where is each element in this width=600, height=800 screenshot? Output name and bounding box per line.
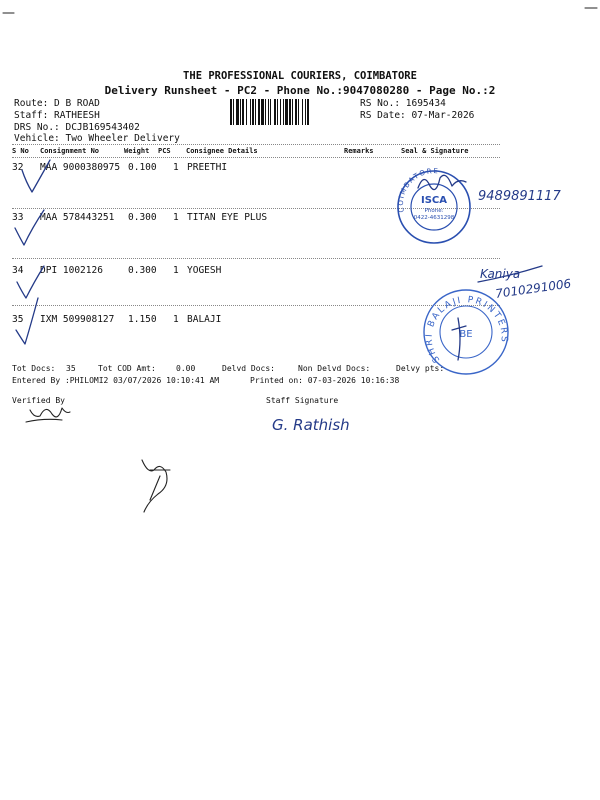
delivered-tick xyxy=(22,160,50,192)
verified-by-label: Verified By xyxy=(12,396,65,405)
handwritten-name-row34: Kaniya xyxy=(480,267,521,281)
vehicle-label: Vehicle: Two Wheeler Delivery xyxy=(14,133,180,144)
col-pcs: PCS xyxy=(158,147,171,155)
verifier-signature xyxy=(26,408,70,422)
consignee-signature xyxy=(418,175,466,189)
delivered-tick xyxy=(16,298,38,344)
row-sno: 34 xyxy=(12,265,24,276)
col-remarks: Remarks xyxy=(344,147,374,155)
entered-by: Entered By :PHILOMI2 03/07/2026 10:10:41 AM xyxy=(12,376,220,385)
row-weight: 0.300 xyxy=(128,265,157,276)
route-label: Route: D B ROAD xyxy=(14,98,100,109)
balaji-printers-stamp xyxy=(424,290,509,374)
row-pcs: 1 xyxy=(173,212,179,223)
row-consignment: MAA 578443251 xyxy=(40,212,115,223)
col-consignee: Consignee Details xyxy=(186,147,258,155)
handwritten-staff-signature: G. Rathish xyxy=(272,416,350,434)
handwritten-phone-row32: 9489891117 xyxy=(478,189,561,204)
non-delivered-docs-label: Non Delvd Docs: xyxy=(298,364,371,373)
total-cod-label: Tot COD Amt: xyxy=(98,364,156,373)
row-pcs: 1 xyxy=(173,162,179,173)
row-weight: 1.150 xyxy=(128,314,157,325)
company-title: THE PROFESSIONAL COURIERS, COIMBATORE xyxy=(183,70,417,82)
row-consignee: BALAJI xyxy=(187,314,222,325)
printers-center-text: BE xyxy=(459,329,473,340)
col-seal-signature: Seal & Signature xyxy=(401,147,469,155)
row-sno: 32 xyxy=(12,162,24,173)
delivered-tick xyxy=(15,210,44,245)
row-sno: 33 xyxy=(12,212,24,223)
isca-phone-label: Phone: xyxy=(424,208,444,214)
row-sno: 35 xyxy=(12,314,24,325)
rs-date: RS Date: 07-Mar-2026 xyxy=(360,110,475,121)
row-consignee: PREETHI xyxy=(187,162,228,173)
row-weight: 0.300 xyxy=(128,212,157,223)
printed-on: Printed on: 07-03-2026 10:16:38 xyxy=(250,376,400,385)
row-consignee: TITAN EYE PLUS xyxy=(187,212,268,223)
drs-number: DRS No.: DCJB169543402 xyxy=(14,122,140,133)
total-cod-value: 0.00 xyxy=(176,364,196,373)
runsheet-subtitle: Delivery Runsheet - PC2 - Phone No.:9047080280 - Page No.:2 xyxy=(104,84,496,97)
total-docs-value: 35 xyxy=(66,364,76,373)
handwritten-phone-row34: 7010291006 xyxy=(494,276,573,301)
isca-ring-text: COIMBATORE xyxy=(396,167,440,214)
delivery-points-label: Delvy pts: xyxy=(396,364,445,373)
isca-phone: 0422-4631298 xyxy=(413,215,455,221)
rs-number: RS No.: 1695434 xyxy=(360,98,446,109)
printers-ring-text: SHRI BALAJI PRINTERS xyxy=(424,295,509,365)
large-signature xyxy=(142,460,170,512)
staff-label: Staff: RATHEESH xyxy=(14,110,100,121)
staff-signature-label: Staff Signature xyxy=(266,396,339,405)
row-consignment: MAA 9000380975 xyxy=(40,162,121,173)
row-pcs: 1 xyxy=(173,314,179,325)
row-pcs: 1 xyxy=(173,265,179,276)
total-docs-label: Tot Docs: xyxy=(12,364,56,373)
row-consignment: DPI 1002126 xyxy=(40,265,103,276)
isca-name: ISCA xyxy=(420,195,448,206)
col-sno: S No xyxy=(12,147,29,155)
row-consignment: IXM 509908127 xyxy=(40,314,115,325)
isca-stamp xyxy=(397,167,470,243)
col-consignment: Consignment No xyxy=(40,147,100,155)
delivered-tick xyxy=(17,266,44,298)
row-weight: 0.100 xyxy=(128,162,157,173)
delivered-docs-label: Delvd Docs: xyxy=(222,364,275,373)
row-consignee: YOGESH xyxy=(187,265,222,276)
col-weight: Weight xyxy=(124,147,150,155)
